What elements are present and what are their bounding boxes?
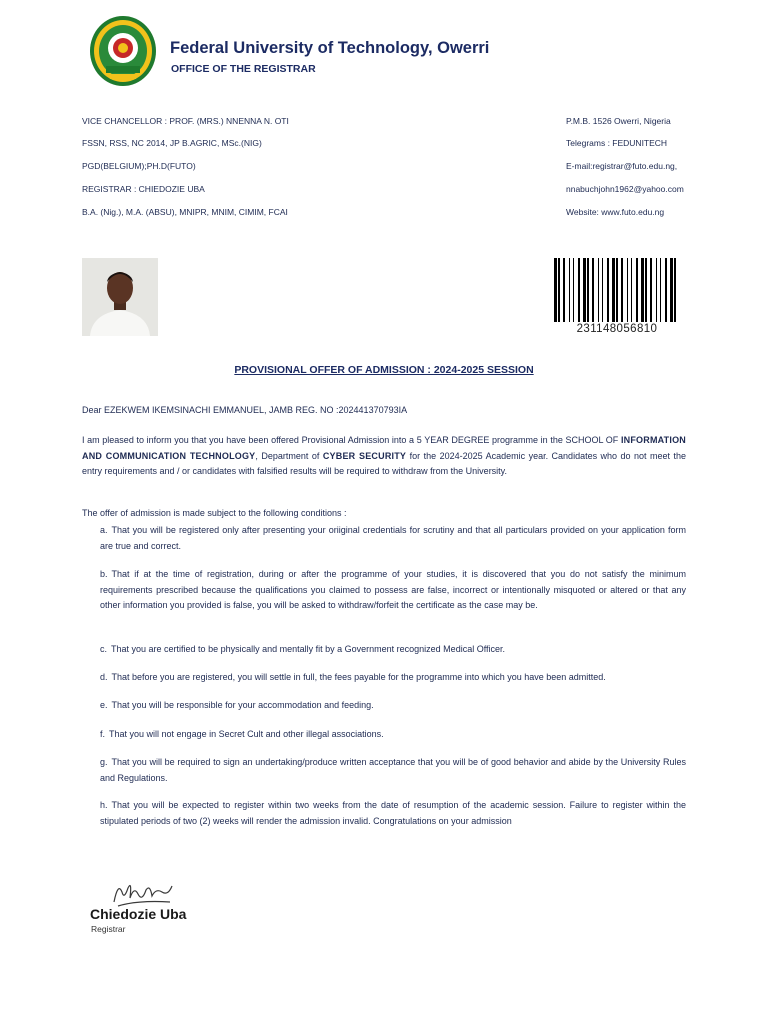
email-line-2: nnabuchjohn1962@yahoo.com: [566, 184, 684, 194]
barcode-bar: [569, 258, 570, 322]
barcode-bar: [621, 258, 623, 322]
barcode-bar: [558, 258, 560, 322]
condition-text: That you will not engage in Secret Cult and other illegal associations.: [109, 729, 384, 739]
condition-text: That you are certified to be physically and mentally fit by a Government recognized Medical Officer.: [111, 644, 506, 654]
barcode-bar: [641, 258, 644, 322]
condition-d: [100, 670, 686, 686]
barcode: [553, 258, 681, 322]
barcode-bar: [583, 258, 586, 322]
barcode-bar: [592, 258, 594, 322]
barcode-bar: [563, 258, 565, 322]
signatory-title: Registrar: [91, 924, 126, 934]
barcode-bar: [578, 258, 580, 322]
condition-letter: h.: [100, 800, 108, 810]
school-name: INFORMATION AND COMMUNICATION TECHNOLOGY: [82, 435, 686, 461]
barcode-bar: [660, 258, 661, 322]
condition-text: That you will be registered only after presenting your oriiginal credentials for scrutiny and that all particulars provided on your application form are true and correct.: [100, 525, 686, 551]
registrar-line: REGISTRAR : CHIEDOZIE UBA: [82, 184, 205, 194]
barcode-bar: [587, 258, 589, 322]
condition-c: [100, 642, 686, 658]
barcode-bar: [674, 258, 676, 322]
website-line: Website: www.futo.edu.ng: [566, 207, 665, 217]
condition-letter: a.: [100, 525, 108, 535]
passport-photo: [82, 258, 158, 336]
condition-letter: c.: [100, 644, 108, 654]
university-logo: [88, 14, 158, 88]
barcode-bar: [645, 258, 647, 322]
condition-letter: b.: [100, 569, 108, 579]
intro-text-2: , Department of: [255, 450, 320, 461]
condition-letter: f.: [100, 729, 106, 739]
condition-text: That you will be expected to register within two weeks from the date of resumption of the academic session. Failure to register within the stipulated periods of two (2) weeks will render the admission invalid. Congratulations on your admission: [100, 800, 686, 826]
condition-text: That if at the time of registration, during or after the programme of your studies, it is discovered that you do not satisfy the minimum requirements prescribed because the qualifications you claimed to possess are false, incorrect or intentionally misquoted or altered or that any other information you provided is false, you will be asked to withdraw/forfeit the certificate as the case may be.: [100, 569, 686, 610]
university-name: Federal University of Technology, Owerri: [170, 39, 490, 57]
condition-letter: g.: [100, 757, 108, 767]
vice-chancellor-line: VICE CHANCELLOR : PROF. (MRS.) NNENNA N. OTI: [82, 116, 289, 126]
barcode-bar: [665, 258, 667, 322]
barcode-bar: [602, 258, 603, 322]
barcode-bar: [627, 258, 628, 322]
postal-address: P.M.B. 1526 Owerri, Nigeria: [566, 116, 671, 126]
barcode-bar: [631, 258, 632, 322]
barcode-bar: [656, 258, 657, 322]
condition-text: That you will be responsible for your accommodation and feeding.: [111, 700, 374, 710]
barcode-bar: [616, 258, 618, 322]
vc-qualifications-line: FSSN, RSS, NC 2014, JP B.AGRIC, MSc.(NIG): [82, 138, 262, 148]
barcode-bar: [598, 258, 599, 322]
intro-text-1: I am pleased to inform you that you have been offered Provisional Admission into a 5 YEAR DEGREE programme in the SCHOOL OF: [82, 435, 619, 445]
barcode-bar: [650, 258, 652, 322]
condition-text: That you will be required to sign an undertaking/produce written acceptance that you will be of good behavior and abide by the University Rules and Regulations.: [100, 757, 686, 783]
office-title: OFFICE OF THE REGISTRAR: [171, 63, 316, 75]
barcode-number: 231148056810: [576, 323, 658, 335]
salutation: Dear EZEKWEM IKEMSINACHI EMMANUEL, JAMB REG. NO :202441370793IA: [82, 405, 408, 415]
conditions-intro: The offer of admission is made subject to the following conditions :: [82, 508, 347, 518]
barcode-bar: [612, 258, 615, 322]
condition-g: [100, 755, 686, 786]
signatory-name: Chiedozie Uba: [90, 906, 187, 922]
condition-e: [100, 698, 686, 714]
barcode-bar: [607, 258, 609, 322]
intro-text-3: for the 2024-2025 Academic year. Candidates who do not meet the entry requirements and / or candidates with falsified results will be required to withdraw from the University.: [82, 450, 686, 476]
registrar-qualifications-line: B.A. (Nig.), M.A. (ABSU), MNIPR, MNIM, CIMIM, FCAI: [82, 207, 288, 217]
barcode-bar: [670, 258, 673, 322]
barcode-bar: [573, 258, 574, 322]
department-name: CYBER SECURITY: [322, 450, 407, 461]
condition-letter: d.: [100, 672, 108, 682]
vc-qualifications-line-2: PGD(BELGIUM);PH.D(FUTO): [82, 161, 196, 171]
admission-paragraph: [82, 433, 686, 480]
condition-h: [100, 798, 686, 829]
barcode-bar: [554, 258, 557, 322]
condition-b: [100, 567, 686, 614]
condition-a: [100, 523, 686, 554]
condition-letter: e.: [100, 700, 108, 710]
telegrams-line: Telegrams : FEDUNITECH: [566, 138, 668, 148]
offer-title: PROVISIONAL OFFER OF ADMISSION : 2024-2025 SESSION: [234, 364, 534, 376]
email-line: E-mail:registrar@futo.edu.ng,: [566, 161, 678, 171]
barcode-bar: [636, 258, 638, 322]
condition-f: [100, 727, 686, 743]
condition-text: That before you are registered, you will settle in full, the fees payable for the programme into which you have been admitted.: [111, 672, 606, 682]
